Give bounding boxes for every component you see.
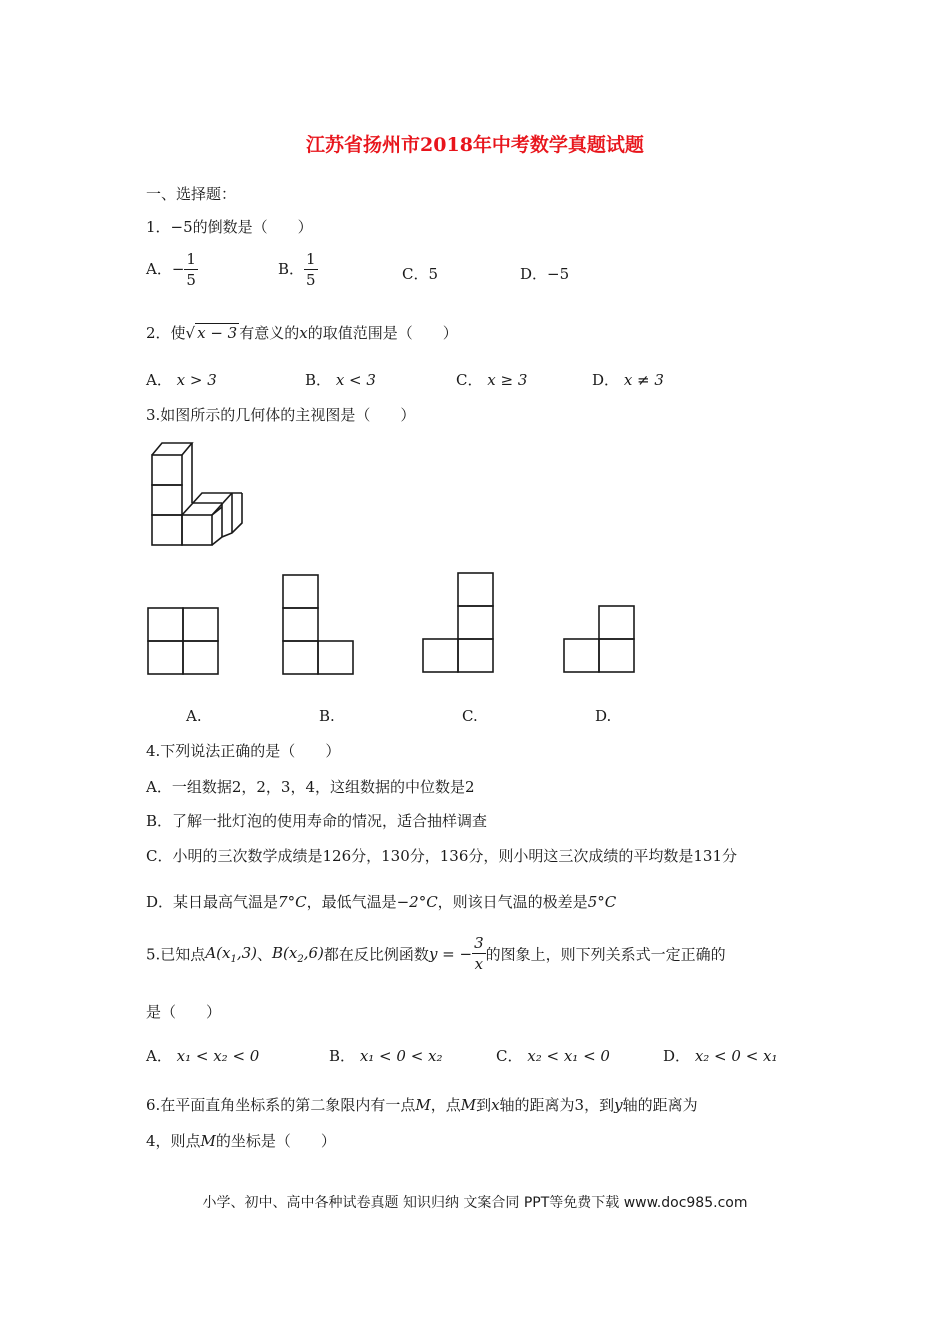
question-4-option-a: A．一组数据2，2，3，4，这组数据的中位数是2	[146, 778, 475, 796]
question-2-option-d: D． x ≠ 3	[592, 371, 664, 389]
question-5-option-b: B． x₁ < 0 < x₂	[329, 1047, 443, 1065]
question-5-option-c: C． x₂ < x₁ < 0	[496, 1047, 610, 1065]
solid-figure	[145, 437, 275, 557]
question-6-line1: 6.在平面直角坐标系的第二象限内有一点M，点M到x轴的距离为3，到y轴的距离为	[146, 1096, 698, 1114]
page-title: 江苏省扬州市2018年中考数学真题试题	[306, 134, 644, 156]
question-1-option-a: A．− $\frac{1}{5}$	[146, 250, 196, 289]
question-4-stem: 4.下列说法正确的是（ ）	[146, 742, 341, 760]
question-4-option-d: D．某日最高气温是7°C，最低气温是−2°C，则该日气温的极差是5°C	[146, 893, 617, 911]
view-label-c: C.	[462, 707, 478, 725]
view-option-b	[282, 574, 356, 678]
question-1-option-c: C．5	[402, 265, 439, 283]
view-label-b: B.	[319, 707, 335, 725]
question-1-option-b: B． $\frac{1}{5}$	[278, 250, 316, 289]
view-option-d	[563, 605, 637, 675]
question-2-option-b: B． x < 3	[305, 371, 376, 389]
question-5-stem: 5.已知点$A(x_1,3)$、$B(x_2,6)$都在反比例函数y = − $\frac{3}{x}$ 的图象上，则下列关系式一定正确的	[146, 934, 726, 973]
question-5-stem-line2: 是（ ）	[146, 1003, 222, 1021]
question-5-option-a: A． x₁ < x₂ < 0	[146, 1047, 260, 1065]
question-4-option-c: C．小明的三次数学成绩是126分，130分，136分，则小明这三次成绩的平均数是131分	[146, 847, 738, 865]
question-3-stem: 3.如图所示的几何体的主视图是（ ）	[146, 406, 416, 424]
page-footer: 小学、初中、高中各种试卷真题 知识归纳 文案合同 PPT等免费下载 www.doc985.com	[202, 1195, 748, 1211]
question-2-option-a: A． x > 3	[146, 371, 217, 389]
question-1-stem: 1．−5的倒数是（ ）	[146, 218, 313, 236]
question-2-option-c: C． x ≥ 3	[456, 371, 528, 389]
view-option-c	[422, 572, 496, 676]
section-heading: 一、选择题：	[146, 185, 237, 203]
view-option-a	[147, 607, 221, 677]
question-5-option-d: D． x₂ < 0 < x₁	[663, 1047, 778, 1065]
question-6-line2: 4，则点M的坐标是（ ）	[146, 1132, 336, 1150]
view-label-d: D.	[595, 707, 612, 725]
question-2-stem: 2．使√ x − 3 有意义的x的取值范围是（ ）	[146, 324, 458, 342]
view-label-a: A.	[186, 707, 202, 725]
question-1-option-d: D．−5	[520, 265, 570, 283]
question-4-option-b: B．了解一批灯泡的使用寿命的情况，适合抽样调查	[146, 812, 488, 830]
